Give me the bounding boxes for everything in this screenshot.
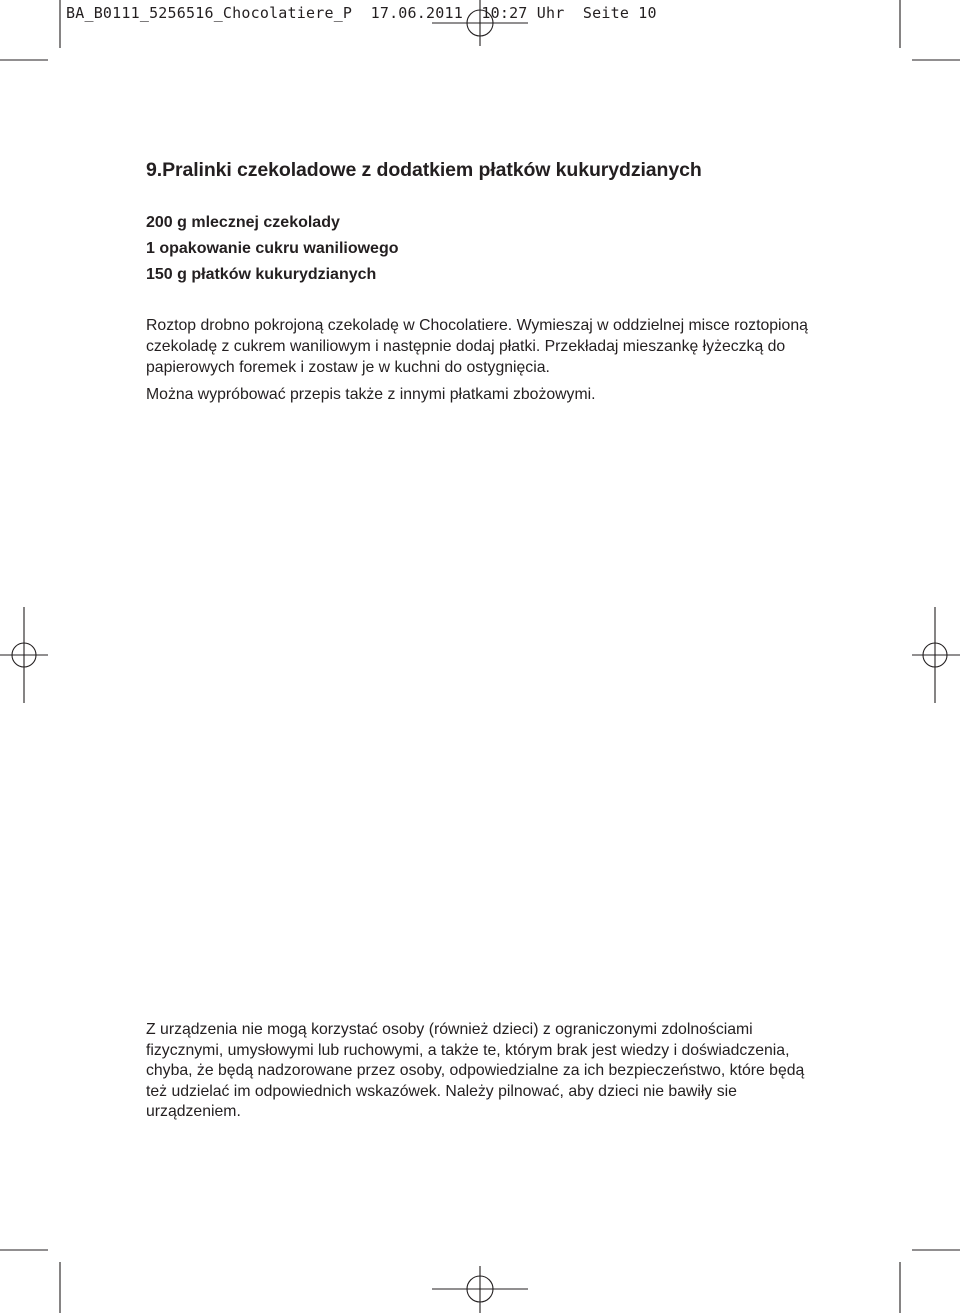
- ingredient-item: 150 g płatków kukurydzianych: [146, 266, 377, 283]
- instructions-paragraph: Roztop drobno pokrojoną czekoladę w Chocolatiere. Wymieszaj w oddzielnej misce roztopioną czekoladę z cukrem waniliowym i następnie dodaj płatki. Przekładaj mieszankę łyżeczką do papierowych foremek i zostaw je w kuchni do ostygnięcia.: [146, 317, 808, 376]
- recipe-tip: Można wypróbować przepis także z innymi płatkami zbożowymi.: [146, 386, 596, 403]
- ingredient-item: 200 g mlecznej czekolady: [146, 214, 340, 231]
- ingredient-item: 1 opakowanie cukru waniliowego: [146, 240, 399, 257]
- registration-mark-left: [0, 607, 48, 703]
- print-slug-line: BA_B0111_5256516_Chocolatiere_P 17.06.2011 10:27 Uhr Seite 10: [66, 4, 657, 22]
- safety-notice: Z urządzenia nie mogą korzystać osoby (również dzieci) z ograniczonymi zdolnościami fizycznymi, umysłowymi lub ruchowymi, a także te, którym brak jest wiedzy i doświadczenia, chyba, że będą nadzorowane przez osoby, odpowiedzialne za ich bezpieczeństwo, które będą też udzielać im odpowiednich wskazówek. Należy pilnować, aby dzieci nie bawiły sie urządzeniem.: [146, 1021, 805, 1120]
- registration-mark-right: [912, 607, 960, 703]
- registration-mark-bottom: [432, 1266, 528, 1313]
- recipe-title: 9.Pralinki czekoladowe z dodatkiem płatków kukurydzianych: [146, 159, 702, 181]
